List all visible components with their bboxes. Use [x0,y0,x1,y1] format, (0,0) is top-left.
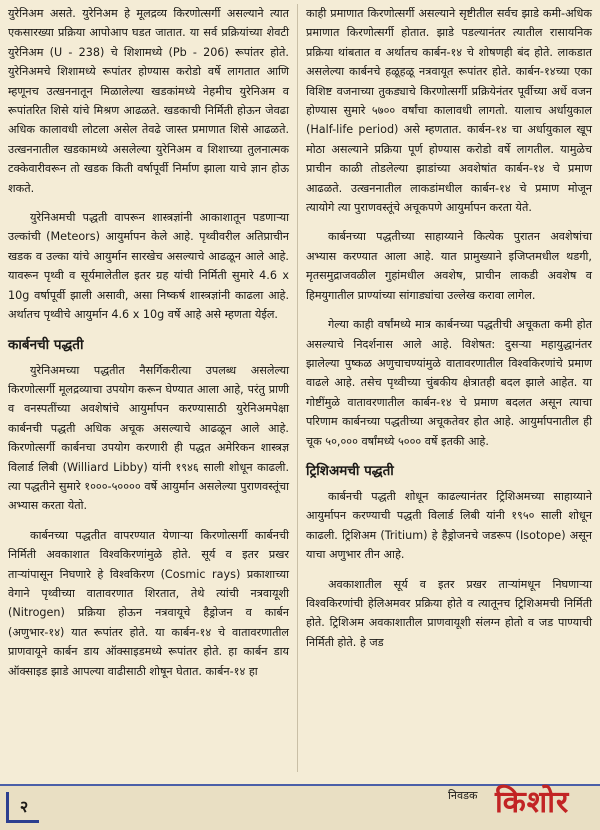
right-column [306,4,592,662]
paragraph: युरेनिअमच्या पद्धतीत नैसर्गिकरीत्या उपलब्ध असलेल्या किरणोत्सर्गी मूलद्रव्याचा उपयोग करून घेण्यात आला आहे, परंतु प्राणी व वनस्पतींच्या अवशेषांचे आयुर्मापन करण्यासाठी युरेनिअमपेक्षा कार्बनची पद्धती अधिक अचूक असल्याचे आढळून आले आहे. किरणोत्सर्गी कार्बनचा उपयोग करणारी ही पद्धत अमेरिकन शास्त्रज्ञ विलार्ड लिबी (Williard Libby) यांनी १९४६ साली शोधून काढली. त्या पद्धतीने सुमारे १०००-५०००० वर्षे आयुर्मान असलेल्या पुराणवस्तूंचा अभ्यास करता येतो. [8,363,289,513]
paragraph: अवकाशातील सूर्य व इतर प्रखर ताऱ्यांमधून निघणाऱ्या विश्वकिरणांची हेलिअमवर प्रक्रिया होते व त्यातूनच ट्रिशिअमची निर्मिती होते. ट्रिशिअम अवकाशातील प्राणवायूशी संलग्न होतो व जड पाण्याची निर्मिती होते. हे जड [306,577,592,649]
paragraph: काही प्रमाणात किरणोत्सर्गी असल्याने सृष्टीतील सर्वच झाडे कमी-अधिक प्रमाणात किरणोत्सर्गी होतात. झाडे पडल्यानंतर त्यातील रासायनिक प्रक्रिया थांबतात व अर्थातच कार्बन-१४ चे शोषणही बंद होते. लाकडात असलेल्या कार्बनचे हळूहळू नत्रवायूत रूपांतर होते. कार्बन-१४च्या एका विशिष्ट वजनाच्या तुकड्याचे किरणोत्सर्गी प्रक्रियेनंतर पूर्वीच्या अर्धे वजन होण्यास सुमारे ५७०० वर्षांचा कालावधी लागतो. यालाच अर्धायुकाल (Half-life period) असे म्हणतात. कार्बन-१४ चा अर्धायुकाल खूप मोठा असल्याने प्रक्रिया पूर्ण होण्यास करोडो वर्षे लागतील. यामुळेच प्राचीन काळी तोडलेल्या झाडांच्या अवशेषांत कार्बन-१४ चे प्रमाण आढळते. उत्खननातील लाकडांमधील कार्बन-१४ चे प्रमाण मोजून त्यायोगे त्या पुराणवस्तूंचे अचूकपणे आयुर्मापन करता येते. [306,7,592,215]
left-column [8,4,289,691]
paragraph: कार्बनच्या पद्धतीच्या साहाय्याने कित्येक पुरातन अवशेषांचा अभ्यास करण्यात आला आहे. यात प्रामुख्याने इजिप्तमधील थडगी, मृतसमुद्राजवळील गुहांमधील अवशेष, प्राचीन लाकडी अवशेष व हिमयुगातील प्राण्यांच्या सांगाड्यांचा उल्लेख करावा लागेल. [306,230,592,302]
section-heading-carbon-method: कार्बनची पद्धती [8,336,84,353]
magazine-logo: किशोर [495,785,570,820]
paragraph: युरेनिअम असते. युरेनिअम हे मूलद्रव्य किरणोत्सर्गी असल्याने त्यात एकसारख्या प्रक्रिया आपोआप घडत जातात. या सर्व प्रक्रियांच्या शेवटी युरेनिअम (U - 238) चे शिशामध्ये (Pb - 206) रूपांतर होते. युरेनिअमचे शिशामध्ये रूपांतर होण्यास करोडो वर्षे लागतात आणि म्हणूनच उत्खननातून मिळालेल्या खडकांमध्ये नेहमीच युरेनिअम व रूपांतरित शिसे यांचे मिश्रण आढळते. खडकाची निर्मिती होऊन जेवढा अधिक कालावधी लोटला असेल तेवढे जास्त प्रमाणात शिसे आढळते. उत्खननातील खडकामध्ये असलेल्या युरेनिअम व शिशाच्या तुलनात्मक टक्केवारीवरून तो खडक किती वर्षापूर्वी निर्माण झाला याचे ज्ञान होऊ शकते. [8,7,289,195]
paragraph: गेल्या काही वर्षांमध्ये मात्र कार्बनच्या पद्धतीची अचूकता कमी होत असल्याचे निदर्शनास आले आहे. विशेषत: दुसऱ्या महायुद्धानंतर झालेल्या पुष्कळ अणुचाचण्यांमुळे वातावरणातील विश्वकिरणांचे प्रमाण वाढले आहे. तसेच पृथ्वीच्या चुंबकीय क्षेत्रातही बदल झाले आहेत. या गोष्टींमुळे वातावरणातील कार्बन-१४ चे प्रमाण बदलत असून त्याचा परिणाम कार्बनच्या पद्धतीच्या अचूकतेवर होत आहे. आयुर्मापनातील ही चूक ५०,००० वर्षांमध्ये ५००० वर्षे इतकी आहे. [306,318,592,448]
publication-label: निवडक [448,789,478,802]
paragraph: युरेनिअमची पद्धती वापरून शास्त्रज्ञांनी आकाशातून पडणाऱ्या उल्कांची (Meteors) आयुर्मापन केले आहे. पृथ्वीवरील अतिप्राचीन खडक व उल्का यांचे आयुर्मान सारखेच असल्याचे आढळून आले आहे. यावरून पृथ्वी व सूर्यमालेतील इतर ग्रह यांची निर्मिती सुमारे 4.6 x 10g वर्षापूर्वी झाली असावी, असा निष्कर्ष शास्त्रज्ञांनी काढला आहे. अर्थातच पृथ्वीचे आयुर्मान 4.6 x 10g वर्षे आहे असे म्हणता येईल. [8,211,289,322]
section-heading-tritium-method: ट्रिशिअमची पद्धती [306,462,394,479]
column-divider [297,4,298,772]
page-number: २ [6,792,39,823]
paragraph: कार्बनच्या पद्धतीत वापरण्यात येणाऱ्या किरणोत्सर्गी कार्बनची निर्मिती अवकाशात विश्वकिरणांमुळे होते. सूर्य व इतर प्रखर ताऱ्यांपासून निघणारे हे विश्वकिरण (Cosmic rays) प्रकाशाच्या वेगाने पृथ्वीच्या वातावरणात शिरतात, तेथे त्यांची नत्रवायूशी (Nitrogen) प्रक्रिया होऊन नत्रवायूचे हैड्रोजन व कार्बन (अणुभार-१४) यात रूपांतर होते. या कार्बन-१४ चे वातावरणातील प्राणवायूने कार्बन डाय ऑक्साइडमध्ये रूपांतर होते. हा कार्बन डाय ऑक्साइड झाडे आपल्या वाढीसाठी शोषून घेतात. कार्बन-१४ हा [8,528,289,678]
page-footer [0,778,600,828]
paragraph: कार्बनची पद्धती शोधून काढल्यानंतर ट्रिशिअमच्या साहाय्याने आयुर्मापन करण्याची पद्धती विलार्ड लिबी यांनी १९५० साली शोधून काढली. ट्रिशिअम (Tritium) हे हैड्रोजनचे जडरूप (Isotope) असून याचा अणुभार तीन आहे. [306,489,592,562]
